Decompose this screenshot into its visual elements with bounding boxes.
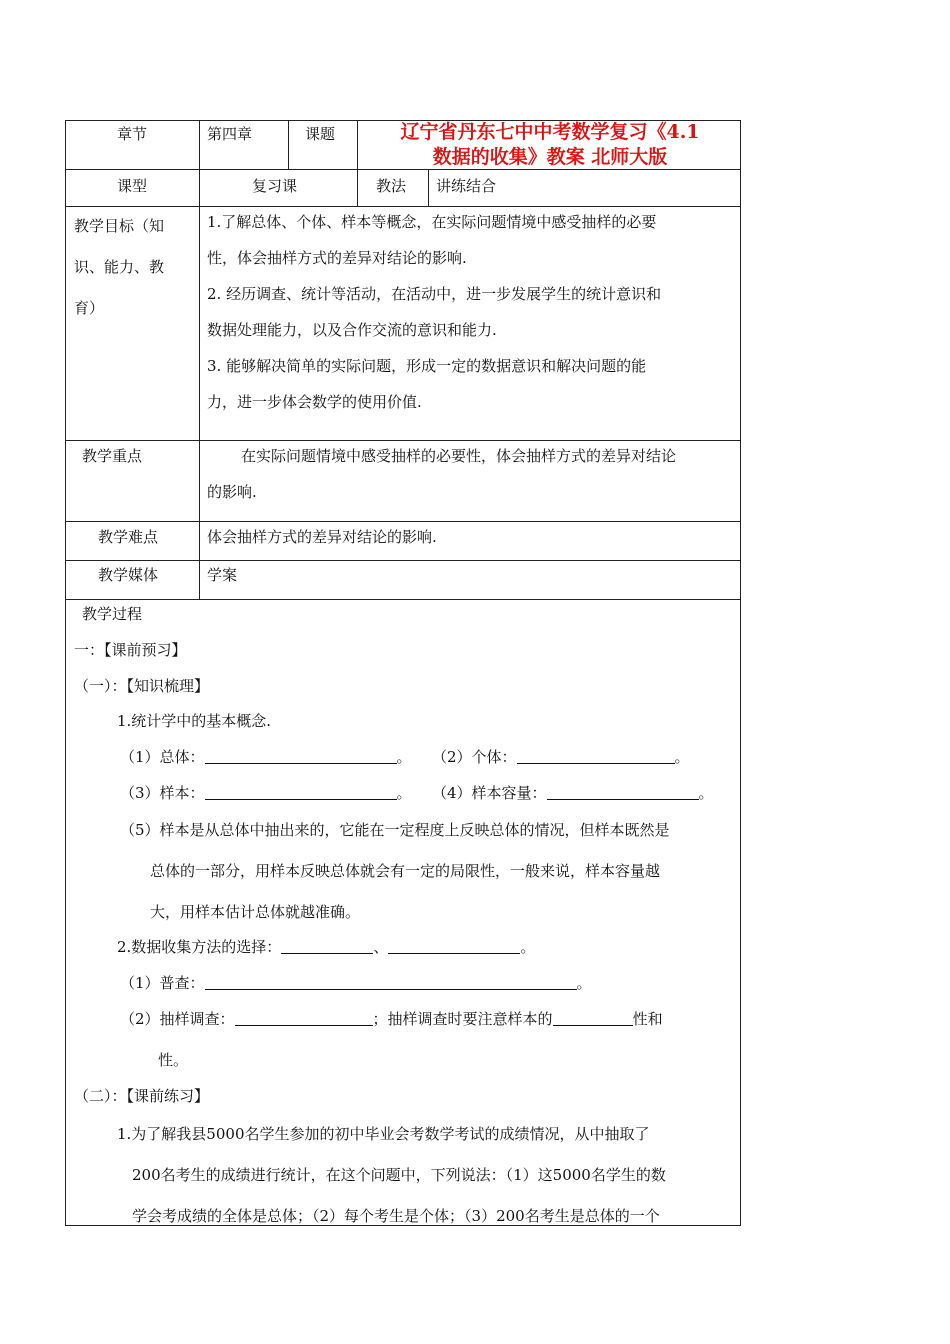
question-line <box>117 937 535 957</box>
note-line: （5）样本是从总体中抽出来的，它能在一定程度上反映总体的情况，但样本既然是 <box>120 821 670 839</box>
answer-blank <box>205 783 397 800</box>
type-label: 课型 <box>117 177 148 195</box>
question-line <box>120 747 412 767</box>
lesson-title-line: 辽宁省丹东七中中考数学复习《4.1 <box>400 121 700 143</box>
chapter-label: 章节 <box>117 125 148 143</box>
subsection-heading: （二）：【课前练习】 <box>74 1087 210 1105</box>
question-line <box>120 1009 663 1029</box>
key-points-line: 在实际问题情境中感受抽样的必要性，体会抽样方式的差异对结论 <box>241 447 677 465</box>
question-label: （4）样本容量： <box>432 784 547 802</box>
row-divider <box>65 560 741 561</box>
question-label: （2）个体： <box>432 748 517 766</box>
lesson-title <box>360 120 740 170</box>
answer-blank <box>235 1009 373 1026</box>
question-label: （1）普查： <box>120 974 205 992</box>
row-divider <box>65 521 741 522</box>
goals-line: 3. 能够解决简单的实际问题，形成一定的数据意识和解决问题的能 <box>207 357 647 375</box>
column-divider <box>199 120 200 599</box>
question-line <box>432 747 690 767</box>
exercise-line: 学会考成绩的全体是总体；（2）每个考生是个体；（3）200名考生是总体的一个 <box>132 1207 660 1225</box>
goals-label-line: 教学目标（知 <box>74 217 165 235</box>
section-heading: 一：【课前预习】 <box>74 641 187 659</box>
period: 。 <box>520 938 536 956</box>
answer-blank <box>553 1009 633 1026</box>
exercise-line: 1.为了解我县5000名学生参加的初中毕业会考数学考试的成绩情况，从中抽取了 <box>117 1125 650 1143</box>
question-text: 性。 <box>158 1051 189 1069</box>
period: 。 <box>396 748 412 766</box>
difficulties-text: 体会抽样方式的差异对结论的影响. <box>207 528 437 546</box>
answer-blank <box>547 783 699 800</box>
goals-line: 性，体会抽样方式的差异对结论的影响. <box>207 249 467 267</box>
question-line <box>120 973 592 993</box>
goals-text <box>207 204 735 420</box>
answer-blank <box>388 937 520 954</box>
answer-blank <box>281 937 373 954</box>
difficulties-label: 教学难点 <box>98 528 159 546</box>
media-label: 教学媒体 <box>98 566 159 584</box>
question-label: （2）抽样调查： <box>120 1010 235 1028</box>
process-heading: 教学过程 <box>82 605 143 623</box>
period: 。 <box>396 784 412 802</box>
row-divider <box>65 599 741 600</box>
note-paragraph <box>120 810 735 933</box>
question-line <box>120 783 412 803</box>
question-text: ；抽样调查时要注意样本的 <box>372 1010 553 1028</box>
goals-line: 数据处理能力，以及合作交流的意识和能力. <box>207 321 497 339</box>
subsection-heading: （一）：【知识梳理】 <box>74 677 210 695</box>
answer-blank <box>205 747 397 764</box>
question-text: 性和 <box>632 1010 663 1028</box>
column-divider <box>288 120 289 169</box>
answer-blank <box>517 747 675 764</box>
column-divider <box>428 169 429 206</box>
exercise-paragraph <box>117 1114 737 1237</box>
question-label: 2.数据收集方法的选择： <box>117 938 282 956</box>
period: 。 <box>576 974 592 992</box>
separator: 、 <box>373 938 389 956</box>
goals-label <box>74 206 194 329</box>
goals-label-line: 识、能力、教 <box>74 258 165 276</box>
key-points-label: 教学重点 <box>82 447 143 465</box>
column-divider <box>357 120 358 206</box>
method-label: 教法 <box>376 177 407 195</box>
period: 。 <box>698 784 714 802</box>
question-label: （1）总体： <box>120 748 205 766</box>
lesson-title-line: 数据的收集》教案 北师大版 <box>432 146 668 168</box>
goals-label-line: 育） <box>74 299 105 317</box>
goals-line: 2. 经历调查、统计等活动，在活动中，进一步发展学生的统计意识和 <box>207 285 662 303</box>
note-line: 总体的一部分，用样本反映总体就会有一定的局限性，一般来说，样本容量越 <box>150 862 661 880</box>
table-bottom-border <box>65 1225 741 1226</box>
method-value: 讲练结合 <box>436 177 497 195</box>
note-line: 大，用样本估计总体就越准确。 <box>150 903 361 921</box>
media-text: 学案 <box>207 566 238 584</box>
item-text: 1.统计学中的基本概念. <box>117 712 272 730</box>
question-label: （3）样本： <box>120 784 205 802</box>
topic-label: 课题 <box>305 125 336 143</box>
question-line <box>432 783 714 803</box>
key-points-line: 的影响. <box>207 483 257 501</box>
key-points-text <box>207 438 735 510</box>
chapter-value: 第四章 <box>207 125 253 143</box>
goals-line: 力，进一步体会数学的使用价值. <box>207 393 422 411</box>
answer-blank <box>205 973 577 990</box>
type-value: 复习课 <box>252 177 298 195</box>
exercise-line: 200名考生的成绩进行统计，在这个问题中，下列说法：（1）这5000名学生的数 <box>132 1166 666 1184</box>
period: 。 <box>674 748 690 766</box>
goals-line: 1.了解总体、个体、样本等概念，在实际问题情境中感受抽样的必要 <box>207 213 657 231</box>
